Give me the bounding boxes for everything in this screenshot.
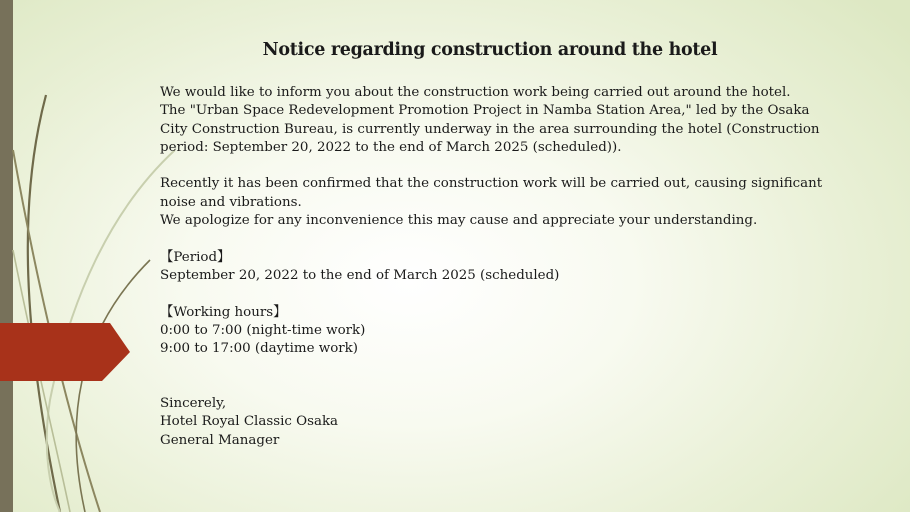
period-value: September 20, 2022 to the end of March 2025 (scheduled) (160, 267, 560, 283)
intro-line-1: We would like to inform you about the construction work being carried out around the hotel. (160, 85, 791, 100)
hours-night: 0:00 to 7:00 (night-time work) (160, 322, 366, 338)
intro-line-3: City Construction Bureau, is currently underway in the area surrounding the hotel (Construction (160, 121, 820, 137)
signature-closing: Sincerely, (160, 396, 227, 412)
hours-heading: 【Working hours】 (160, 304, 287, 320)
intro-line-4: period: September 20, 2022 to the end of March 2025 (scheduled)). (160, 139, 622, 155)
intro-line-2: The "Urban Space Redevelopment Promotion Project in Namba Station Area," led by the Osaka (160, 103, 810, 119)
signature-role: General Manager (160, 432, 280, 448)
page-title: Notice regarding construction around the hotel (262, 40, 718, 60)
notice-body (160, 84, 823, 450)
notice-line-2: noise and vibrations. (160, 194, 302, 210)
notice-line-1: Recently it has been confirmed that the construction work will be carried out, causing significant (160, 176, 823, 192)
hours-day: 9:00 to 17:00 (daytime work) (160, 341, 359, 357)
notice-line-3: We apologize for any inconvenience this may cause and appreciate your understanding. (160, 213, 758, 229)
period-heading: 【Period】 (160, 249, 231, 265)
signature-hotel: Hotel Royal Classic Osaka (160, 414, 339, 430)
red-arrow-shape (0, 0, 140, 512)
